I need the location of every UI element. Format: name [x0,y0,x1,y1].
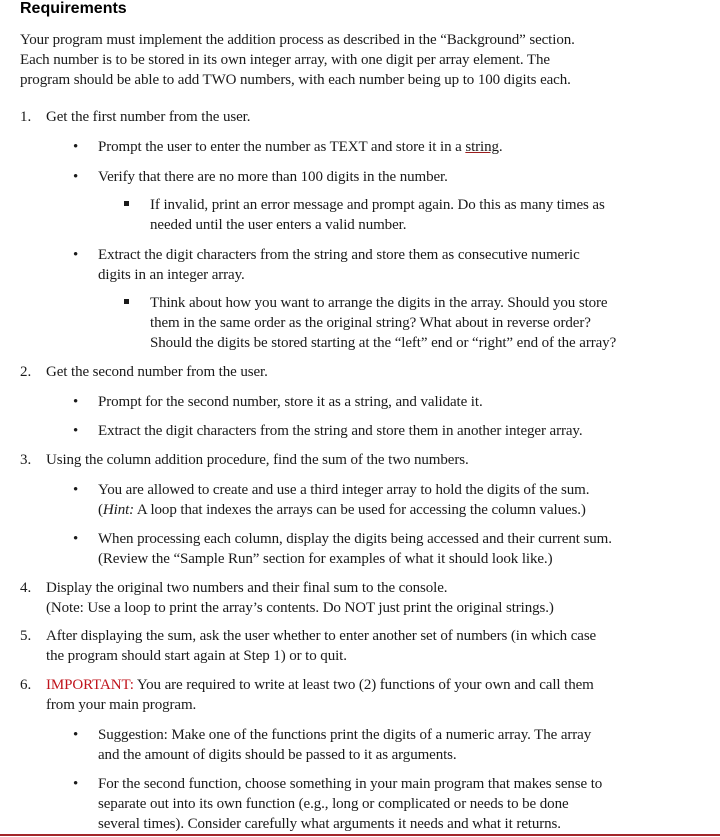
sub-bullet-text: Think about how you want to arrange the digits in the array. Should you store them in the same order as the original string? What about in reverse order? Should the digits be stored starting at the “left” end or “right” end of the array? [150,295,617,351]
bullet-icon: • [73,247,79,263]
item-text: Display the original two numbers and their final sum to the console. (Note: Use a loop to print the array’s contents. Do NOT just print the original strings.) [46,580,554,616]
bullet-icon: • [73,394,79,410]
section-heading: Requirements [20,0,127,17]
bullet-text: Suggestion: Make one of the functions print the digits of a numeric array. The array and the amount of digits should be passed to it as arguments. [98,727,592,763]
item-number: 6. [20,677,32,693]
bullet-text: When processing each column, display the digits being accessed and their current sum. (Review the “Sample Run” section for examples of what it should look like.) [98,531,612,567]
square-bullet-icon [124,299,129,304]
bullet-text: Extract the digit characters from the string and store them in another integer array. [98,423,583,439]
bullet-text: Extract the digit characters from the string and store them as consecutive numeric digits in an integer array. [98,247,580,283]
bullet-text: Prompt the user to enter the number as TEXT and store it in a string. [98,139,503,155]
bottom-divider [0,834,720,836]
item-number: 2. [20,364,32,380]
item-text: After displaying the sum, ask the user whether to enter another set of numbers (in which case the program should start again at Step 1) or to quit. [46,628,597,664]
item-number: 4. [20,580,32,596]
bullet-text: You are allowed to create and use a third integer array to hold the digits of the sum. (Hint: A loop that indexes the arrays can be used for accessing the column values.) [98,482,590,518]
bullet-text: For the second function, choose something in your main program that makes sense to separate out into its own function (e.g., long or complicated or needs to be done several times). Consider carefully what arguments it needs and what it returns. [98,776,603,832]
bullet-icon: • [73,423,79,439]
item-text: Get the second number from the user. [46,364,268,380]
hint-label: Hint: [102,502,135,518]
string-term: string [465,139,499,155]
bullet-text: Prompt for the second number, store it as a string, and validate it. [98,394,483,410]
bullet-icon: • [73,531,79,547]
intro-line: Your program must implement the addition process as described in the “Background” section. [20,32,575,48]
intro-paragraph [20,30,700,90]
bullet-icon: • [73,169,79,185]
intro-line: program should be able to add TWO numbers, with each number being up to 100 digits each. [20,72,571,88]
bullet-icon: • [73,727,79,743]
item-number: 1. [20,109,32,125]
important-label: IMPORTANT: [46,677,134,693]
bullet-icon: • [73,139,79,155]
intro-line: Each number is to be stored in its own integer array, with one digit per array element. The [20,52,550,68]
bullet-icon: • [73,482,79,498]
bullet-icon: • [73,776,79,792]
bullet-text: Verify that there are no more than 100 digits in the number. [98,169,448,185]
item-text: IMPORTANT: You are required to write at least two (2) functions of your own and call them from your main program. [46,677,594,713]
sub-bullet-text: If invalid, print an error message and prompt again. Do this as many times as needed until the user enters a valid number. [150,197,605,233]
item-text: Using the column addition procedure, find the sum of the two numbers. [46,452,469,468]
square-bullet-icon [124,201,129,206]
item-number: 3. [20,452,32,468]
item-text: Get the first number from the user. [46,109,251,125]
item-number: 5. [20,628,32,644]
